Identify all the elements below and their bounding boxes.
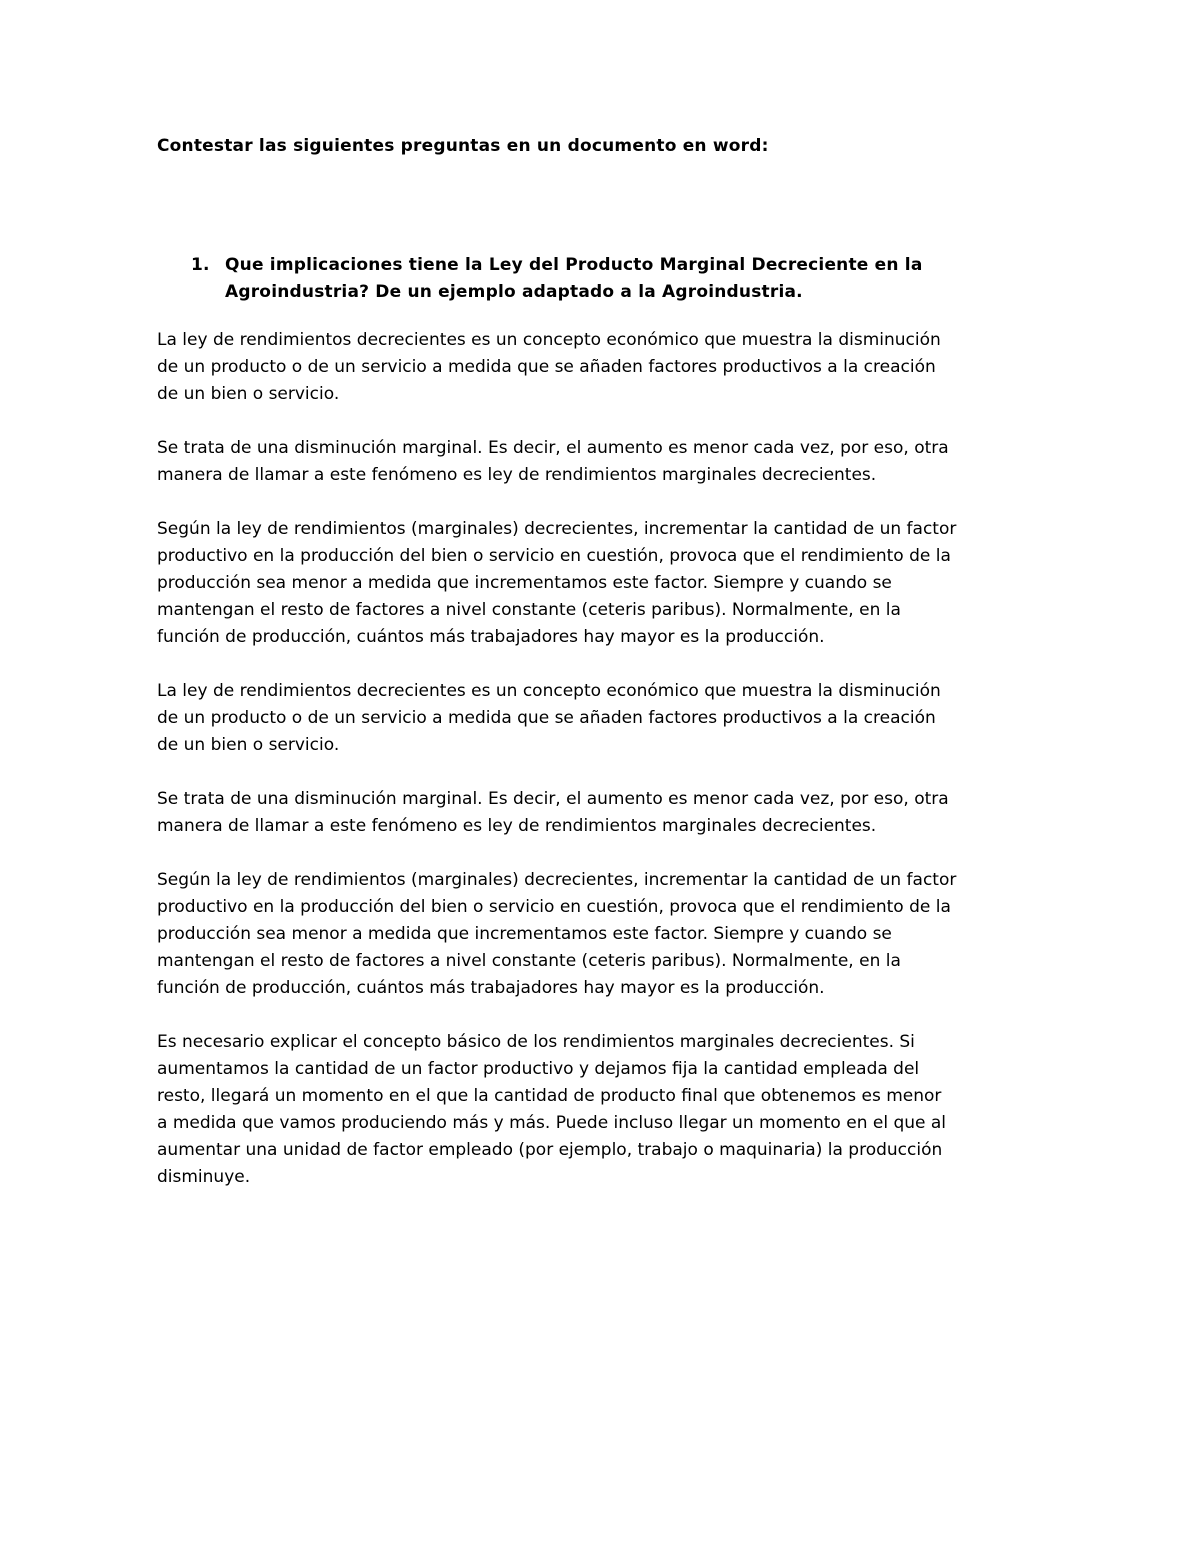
question-item: [157, 252, 957, 306]
question-list: [157, 252, 957, 306]
answer-paragraph: Es necesario explicar el concepto básico de los rendimientos marginales decrecientes. Si aumentamos la cantidad de un factor productivo y dejamos fija la cantidad empleada del resto, llegará un momento en el que la cantidad de producto final que obtenemos es menor a medida que vamos produciendo más y más. Puede incluso llegar un momento en el que al aumentar una unidad de factor empleado (por ejemplo, trabajo o maquinaria) la producción disminuye.: [157, 1032, 947, 1187]
document-body: [157, 133, 957, 1218]
answer-paragraph: Según la ley de rendimientos (marginales) decrecientes, incrementar la cantidad de un factor productivo en la producción del bien o servicio en cuestión, provoca que el rendimiento de la producción sea menor a medida que incrementamos este factor. Siempre y cuando se mantengan el resto de factores a nivel constante (ceteris paribus). Normalmente, en la función de producción, cuántos más trabajadores hay mayor es la producción.: [157, 519, 957, 647]
document-heading: Contestar las siguientes preguntas en un documento en word:: [157, 136, 769, 156]
answer-section: [157, 327, 957, 1191]
answer-paragraph: La ley de rendimientos decrecientes es un concepto económico que muestra la disminución de un producto o de un servicio a medida que se añaden factores productivos a la creación de un bien o servicio.: [157, 681, 941, 755]
answer-paragraph: Según la ley de rendimientos (marginales) decrecientes, incrementar la cantidad de un factor productivo en la producción del bien o servicio en cuestión, provoca que el rendimiento de la producción sea menor a medida que incrementamos este factor. Siempre y cuando se mantengan el resto de factores a nivel constante (ceteris paribus). Normalmente, en la función de producción, cuántos más trabajadores hay mayor es la producción.: [157, 870, 957, 998]
answer-paragraph: Se trata de una disminución marginal. Es decir, el aumento es menor cada vez, por eso, otra manera de llamar a este fenómeno es ley de rendimientos marginales decrecientes.: [157, 789, 949, 836]
answer-paragraph: Se trata de una disminución marginal. Es decir, el aumento es menor cada vez, por eso, otra manera de llamar a este fenómeno es ley de rendimientos marginales decrecientes.: [157, 438, 949, 485]
question-number: 1.: [191, 255, 210, 275]
question-text: Que implicaciones tiene la Ley del Producto Marginal Decreciente en la Agroindustria? De un ejemplo adaptado a la Agroindustria.: [225, 255, 923, 302]
answer-paragraph: La ley de rendimientos decrecientes es un concepto económico que muestra la disminución de un producto o de un servicio a medida que se añaden factores productivos a la creación de un bien o servicio.: [157, 330, 941, 404]
